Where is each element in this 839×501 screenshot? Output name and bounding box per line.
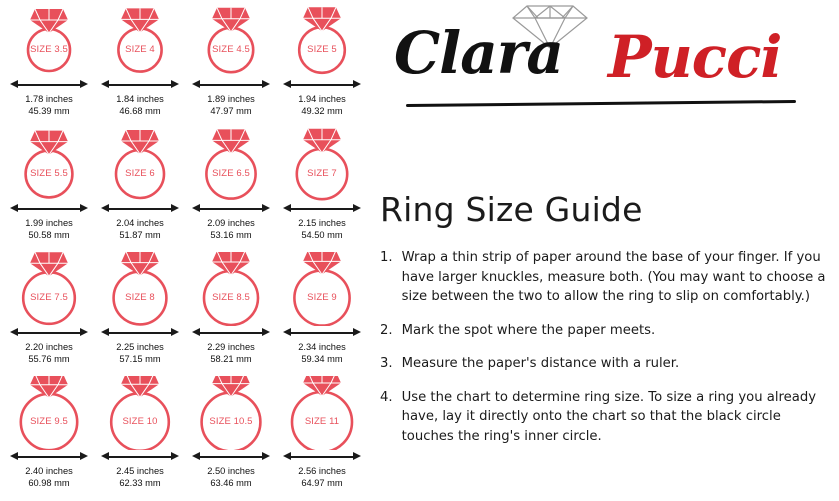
- ring-size-label: SIZE 5: [307, 44, 337, 55]
- arrow-head-right-icon: [80, 80, 88, 88]
- ring-size-cell: [277, 128, 367, 250]
- arrow-head-left-icon: [283, 204, 291, 212]
- measure-inches: 1.84 inches: [116, 94, 164, 104]
- arrow-line: [200, 84, 262, 86]
- ring-size-cell: [95, 128, 185, 250]
- arrow-head-left-icon: [283, 80, 291, 88]
- measure-mm: 57.15 mm: [119, 353, 161, 364]
- arrow-head-left-icon: [192, 204, 200, 212]
- measure-mm: 46.68 mm: [119, 105, 161, 116]
- measure-inches: 2.04 inches: [116, 218, 164, 228]
- logo-underline: [406, 100, 796, 107]
- arrow-line: [291, 332, 353, 334]
- arrow-head-left-icon: [10, 452, 18, 460]
- instruction-step: [380, 321, 828, 341]
- arrow-head-right-icon: [353, 328, 361, 336]
- ring-size-cell: [277, 4, 367, 126]
- arrow-head-left-icon: [101, 328, 109, 336]
- measurement-arrow: [4, 78, 94, 92]
- ring-size-label: SIZE 8.5: [212, 292, 250, 303]
- measure-mm: 50.58 mm: [28, 229, 70, 240]
- ring-illustration: [4, 128, 94, 202]
- step-number: 1.: [380, 250, 393, 265]
- ring-illustration: [4, 4, 94, 78]
- arrow-head-right-icon: [171, 328, 179, 336]
- ring-size-cell: [277, 376, 367, 498]
- measure-inches: 2.15 inches: [298, 218, 346, 228]
- measure-inches: 2.56 inches: [298, 466, 346, 476]
- measure-mm: 54.50 mm: [301, 229, 343, 240]
- measure-inches: 2.40 inches: [25, 466, 73, 476]
- ring-size-label: SIZE 3.5: [30, 44, 68, 55]
- ring-size-label: SIZE 9.5: [30, 416, 68, 427]
- measurement-arrow: [186, 326, 276, 340]
- arrow-head-right-icon: [353, 204, 361, 212]
- step-number: 2.: [380, 322, 393, 338]
- arrow-line: [200, 332, 262, 334]
- measure-inches: 2.20 inches: [25, 342, 73, 352]
- arrow-line: [109, 332, 171, 334]
- ring-size-label: SIZE 10.5: [209, 416, 253, 427]
- measure-inches: 2.50 inches: [207, 466, 255, 476]
- instruction-step: [380, 354, 828, 374]
- measure-inches: 1.99 inches: [25, 218, 73, 228]
- measure-inches: 1.89 inches: [207, 94, 255, 104]
- ring-illustration: [95, 128, 185, 202]
- arrow-line: [18, 332, 80, 334]
- measurement-arrow: [186, 450, 276, 464]
- ring-illustration: [95, 376, 185, 450]
- ring-size-label: SIZE 4: [125, 44, 155, 55]
- measurement-arrow: [95, 326, 185, 340]
- ring-illustration: [186, 376, 276, 450]
- ring-size-cell: [4, 128, 94, 250]
- ring-size-chart: [0, 0, 362, 501]
- measure-mm: 51.87 mm: [119, 229, 161, 240]
- step-text: Wrap a thin strip of paper around the base of your finger. If you have larger knuckles, measure both. (You may want to choose a size between the two to allow the ring to slip on comfortably.): [401, 250, 826, 304]
- arrow-head-right-icon: [262, 204, 270, 212]
- arrow-line: [18, 84, 80, 86]
- ring-illustration: [186, 252, 276, 326]
- arrow-head-left-icon: [192, 452, 200, 460]
- measure-mm: 60.98 mm: [28, 477, 70, 488]
- measure-inches: 2.45 inches: [116, 466, 164, 476]
- ring-size-cell: [4, 376, 94, 498]
- ring-illustration: [277, 376, 367, 450]
- ring-illustration: [95, 252, 185, 326]
- measure-mm: 47.97 mm: [210, 105, 252, 116]
- measure-mm: 45.39 mm: [28, 105, 70, 116]
- arrow-head-left-icon: [283, 328, 291, 336]
- measure-mm: 55.76 mm: [28, 353, 70, 364]
- ring-illustration: [186, 4, 276, 78]
- ring-size-label: SIZE 5.5: [30, 168, 68, 179]
- ring-illustration: [4, 376, 94, 450]
- measure-inches: 1.78 inches: [25, 94, 73, 104]
- measurement-arrow: [4, 450, 94, 464]
- brand-logo: [366, 0, 839, 112]
- ring-size-label: SIZE 10: [122, 416, 158, 427]
- step-number: 4.: [380, 389, 393, 405]
- ring-size-cell: [277, 252, 367, 374]
- arrow-head-right-icon: [171, 452, 179, 460]
- ring-illustration: [95, 4, 185, 78]
- step-number: 3.: [380, 356, 393, 371]
- arrow-head-left-icon: [10, 204, 18, 212]
- arrow-head-right-icon: [353, 452, 361, 460]
- arrow-line: [109, 456, 171, 458]
- measure-inches: 2.29 inches: [207, 342, 255, 352]
- measurement-arrow: [277, 326, 367, 340]
- ring-size-label: SIZE 9: [307, 292, 337, 303]
- measurement-arrow: [277, 202, 367, 216]
- measure-mm: 53.16 mm: [210, 229, 252, 240]
- ring-size-label: SIZE 11: [304, 416, 340, 427]
- measure-mm: 49.32 mm: [301, 105, 343, 116]
- ring-size-label: SIZE 6.5: [212, 168, 250, 179]
- arrow-line: [200, 456, 262, 458]
- ring-size-cell: [95, 252, 185, 374]
- arrow-head-left-icon: [192, 80, 200, 88]
- arrow-line: [109, 208, 171, 210]
- arrow-line: [291, 84, 353, 86]
- ring-size-cell: [95, 376, 185, 498]
- instruction-step: [380, 248, 828, 307]
- arrow-head-right-icon: [171, 204, 179, 212]
- arrow-head-right-icon: [80, 452, 88, 460]
- ring-illustration: [277, 4, 367, 78]
- measurement-arrow: [95, 450, 185, 464]
- arrow-head-left-icon: [10, 80, 18, 88]
- ring-illustration: [277, 252, 367, 326]
- ring-size-label: SIZE 7.5: [30, 292, 68, 303]
- step-text: Measure the paper's distance with a ruler.: [401, 356, 680, 371]
- arrow-head-right-icon: [262, 452, 270, 460]
- ring-size-cell: [4, 4, 94, 126]
- step-text: Use the chart to determine ring size. To size a ring you already have, lay it directly onto the chart so that the black circle touches the ring's inner circle.: [401, 389, 817, 444]
- measure-mm: 63.46 mm: [210, 477, 252, 488]
- arrow-head-right-icon: [353, 80, 361, 88]
- measurement-arrow: [186, 78, 276, 92]
- ring-size-cell: [186, 128, 276, 250]
- arrow-head-right-icon: [262, 80, 270, 88]
- measurement-arrow: [186, 202, 276, 216]
- measure-mm: 59.34 mm: [301, 353, 343, 364]
- ring-illustration: [186, 128, 276, 202]
- right-panel: [366, 0, 839, 501]
- measurement-arrow: [95, 78, 185, 92]
- arrow-head-right-icon: [262, 328, 270, 336]
- measurement-arrow: [4, 202, 94, 216]
- measure-mm: 64.97 mm: [301, 477, 343, 488]
- brand-clara: Clara: [394, 19, 563, 87]
- arrow-line: [200, 208, 262, 210]
- arrow-line: [291, 456, 353, 458]
- arrow-head-left-icon: [101, 204, 109, 212]
- arrow-line: [18, 208, 80, 210]
- measure-inches: 2.09 inches: [207, 218, 255, 228]
- instruction-steps: [380, 248, 828, 460]
- instruction-step: [380, 388, 828, 447]
- measure-inches: 2.34 inches: [298, 342, 346, 352]
- arrow-head-left-icon: [10, 328, 18, 336]
- ring-illustration: [4, 252, 94, 326]
- step-text: Mark the spot where the paper meets.: [401, 322, 656, 338]
- ring-size-label: SIZE 6: [125, 168, 155, 179]
- arrow-head-right-icon: [80, 328, 88, 336]
- ring-size-cell: [186, 376, 276, 498]
- brand-wordmark: [376, 19, 836, 102]
- arrow-head-left-icon: [283, 452, 291, 460]
- ring-size-cell: [95, 4, 185, 126]
- arrow-head-left-icon: [192, 328, 200, 336]
- ring-size-label: SIZE 8: [125, 292, 155, 303]
- arrow-line: [109, 84, 171, 86]
- arrow-head-right-icon: [80, 204, 88, 212]
- arrow-line: [291, 208, 353, 210]
- brand-pucci: Pucci: [608, 23, 782, 91]
- measure-inches: 2.25 inches: [116, 342, 164, 352]
- arrow-head-right-icon: [171, 80, 179, 88]
- ring-illustration: [277, 128, 367, 202]
- ring-size-cell: [186, 4, 276, 126]
- measure-mm: 62.33 mm: [119, 477, 161, 488]
- ring-size-cell: [186, 252, 276, 374]
- ring-size-cell: [4, 252, 94, 374]
- page-title: Ring Size Guide: [380, 190, 643, 229]
- arrow-head-left-icon: [101, 80, 109, 88]
- measure-mm: 58.21 mm: [210, 353, 252, 364]
- ring-size-label: SIZE 4.5: [212, 44, 250, 55]
- measure-inches: 1.94 inches: [298, 94, 346, 104]
- arrow-head-left-icon: [101, 452, 109, 460]
- measurement-arrow: [277, 78, 367, 92]
- arrow-line: [18, 456, 80, 458]
- measurement-arrow: [277, 450, 367, 464]
- ring-size-label: SIZE 7: [307, 168, 337, 179]
- measurement-arrow: [4, 326, 94, 340]
- measurement-arrow: [95, 202, 185, 216]
